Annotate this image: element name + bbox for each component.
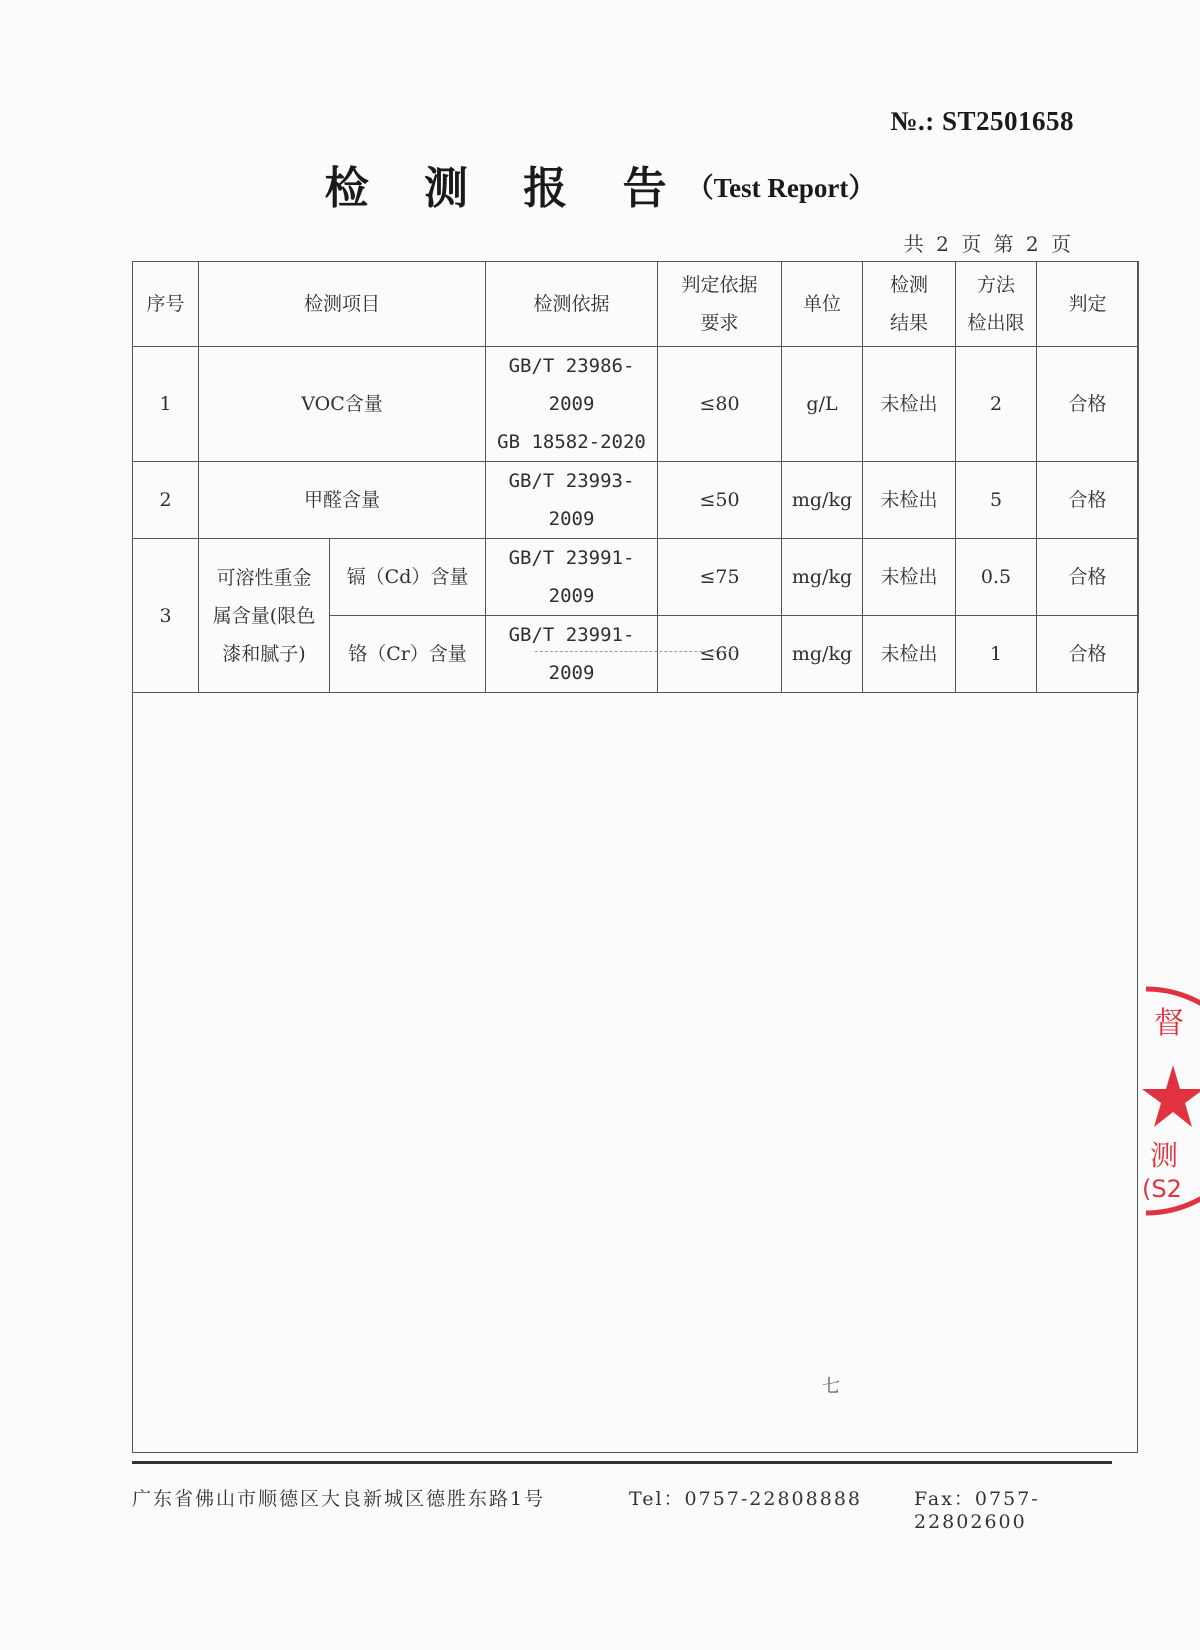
table-header-row [133, 262, 1139, 347]
header-basis: 检测依据 [486, 262, 658, 347]
header-verdict: 判定 [1037, 262, 1139, 347]
footer [132, 1484, 1132, 1533]
row3a-result: 未检出 [863, 539, 956, 616]
header-limit-line1: 方法 [977, 274, 1016, 296]
header-unit: 单位 [782, 262, 863, 347]
footer-tel: Tel：0757-22808888 [629, 1488, 862, 1510]
row3b-result: 未检出 [863, 616, 956, 693]
row3b-basis: GB/T 23991-2009 [486, 616, 658, 693]
header-limit-line2: 检出限 [967, 312, 1025, 334]
row1-basis-line1: GB/T 23986-2009 [508, 355, 635, 415]
header-item: 检测项目 [199, 262, 486, 347]
row3-group-line2: 属含量(限色 [212, 604, 316, 627]
header-requirement-line1: 判定依据 [681, 274, 758, 296]
row1-result: 未检出 [863, 347, 956, 462]
official-seal [1138, 985, 1200, 1217]
row2-result: 未检出 [863, 462, 956, 539]
row3-group-line1: 可溶性重金 [216, 566, 312, 589]
row1-seq: 1 [133, 347, 199, 462]
end-of-table-dashed-line [535, 651, 737, 652]
page-indicator: 共 2 页 第 2 页 [903, 232, 1074, 256]
row3b-requirement: ≤60 [658, 616, 782, 693]
seal-text-top: 督 [1154, 1006, 1184, 1041]
row1-basis [486, 347, 658, 462]
row2-basis: GB/T 23993-2009 [486, 462, 658, 539]
table-row [133, 347, 1139, 462]
row2-seq: 2 [133, 462, 199, 539]
footer-address: 广东省佛山市顺德区大良新城区德胜东路1号 [132, 1488, 546, 1510]
row3a-item: 镉（Cd）含量 [330, 539, 486, 616]
seal-text-code: (S2 [1142, 1175, 1182, 1203]
row3b-verdict: 合格 [1037, 616, 1139, 693]
header-requirement [658, 262, 782, 347]
report-title [0, 152, 1200, 216]
header-result-line2: 结果 [890, 312, 929, 334]
report-number [890, 106, 1074, 137]
report-number-value: ST2501658 [941, 106, 1074, 136]
row2-unit: mg/kg [782, 462, 863, 539]
report-title-en: （Test Report） [686, 173, 876, 203]
header-limit [956, 262, 1037, 347]
row2-requirement: ≤50 [658, 462, 782, 539]
report-number-label: №.: [890, 106, 935, 136]
header-result [863, 262, 956, 347]
row1-unit: g/L [782, 347, 863, 462]
row3a-verdict: 合格 [1037, 539, 1139, 616]
results-table [132, 261, 1139, 693]
table-row [133, 462, 1139, 539]
header-seq: 序号 [133, 262, 199, 347]
row2-limit: 5 [956, 462, 1037, 539]
row3b-item: 铬（Cr）含量 [330, 616, 486, 693]
header-result-line1: 检测 [890, 274, 929, 296]
stray-mark: 七 [822, 1376, 840, 1397]
row3-group-line3: 漆和腻子) [222, 642, 306, 665]
seal-star-icon [1142, 1065, 1200, 1127]
row3a-basis: GB/T 23991-2009 [486, 539, 658, 616]
row3-group [199, 539, 330, 693]
row1-item: VOC含量 [199, 347, 486, 462]
report-title-cn: 检 测 报 告 [324, 163, 687, 214]
row3-seq: 3 [133, 539, 199, 693]
row2-item: 甲醛含量 [199, 462, 486, 539]
header-requirement-line2: 要求 [700, 312, 739, 334]
row3b-limit: 1 [956, 616, 1037, 693]
table-row [133, 539, 1139, 616]
row3b-unit: mg/kg [782, 616, 863, 693]
footer-fax: Fax：0757-22802600 [914, 1488, 1040, 1533]
row3a-requirement: ≤75 [658, 539, 782, 616]
seal-text-mid: 测 [1150, 1139, 1179, 1172]
footer-rule [132, 1461, 1112, 1464]
row2-verdict: 合格 [1037, 462, 1139, 539]
row1-verdict: 合格 [1037, 347, 1139, 462]
row1-limit: 2 [956, 347, 1037, 462]
row1-requirement: ≤80 [658, 347, 782, 462]
seal-icon [1138, 985, 1200, 1217]
row3a-unit: mg/kg [782, 539, 863, 616]
row3a-limit: 0.5 [956, 539, 1037, 616]
row1-basis-line2: GB 18582-2020 [497, 431, 646, 453]
